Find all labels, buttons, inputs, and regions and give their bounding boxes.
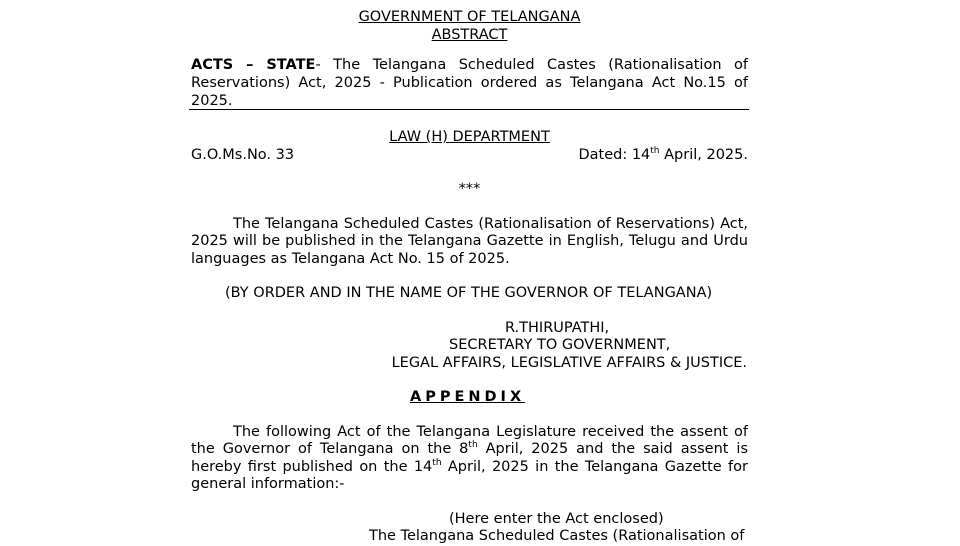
- separator-stars: ***: [458, 181, 481, 197]
- appendix-line-3: hereby first published on the 14th April, 2025 in the Telangana Gazette for: [191, 458, 748, 475]
- subject-lead: ACTS – STATE: [191, 57, 316, 73]
- appendix-line-4: general information:-: [191, 476, 345, 492]
- document-page: [191, 0, 748, 544]
- appendix-line-1: The following Act of the Telangana Legislature received the assent of: [233, 424, 748, 440]
- government-heading: GOVERNMENT OF TELANGANA: [358, 9, 581, 25]
- appendix-heading: APPENDIX: [410, 389, 526, 405]
- subject-line-1: [191, 57, 748, 75]
- order-date: Dated: 14th April, 2025.: [578, 146, 748, 163]
- department-heading: LAW (H) DEPARTMENT: [389, 129, 550, 145]
- abstract-heading: ABSTRACT: [431, 27, 508, 43]
- order-line: (BY ORDER AND IN THE NAME OF THE GOVERNOR OF TELANGANA): [225, 285, 713, 301]
- act-enclosed-note: (Here enter the Act enclosed): [449, 511, 664, 527]
- act-title-partial: The Telangana Scheduled Castes (Rationalisation of: [369, 528, 745, 544]
- order-number: G.O.Ms.No. 33: [191, 147, 295, 163]
- body-line-3: languages as Telangana Act No. 15 of 2025.: [191, 251, 510, 267]
- signatory-name: R.THIRUPATHI,: [505, 320, 610, 336]
- subject-line-3: 2025.: [191, 93, 233, 109]
- subject-line-1-text: - The Telangana Scheduled Castes (Rationalisation of: [315, 57, 748, 73]
- signatory-office: LEGAL AFFAIRS, LEGISLATIVE AFFAIRS & JUSTICE.: [391, 355, 747, 371]
- subject-line-2: Reservations) Act, 2025 - Publication ordered as Telangana Act No.15 of: [191, 75, 748, 91]
- subject-divider: [189, 109, 749, 110]
- body-line-2: 2025 will be published in the Telangana Gazette in English, Telugu and Urdu: [191, 233, 748, 249]
- signatory-title: SECRETARY TO GOVERNMENT,: [449, 337, 671, 353]
- appendix-line-2: the Governor of Telangana on the 8th April, 2025 and the said assent is: [191, 440, 748, 457]
- body-line-1: The Telangana Scheduled Castes (Rationalisation of Reservations) Act,: [233, 216, 748, 232]
